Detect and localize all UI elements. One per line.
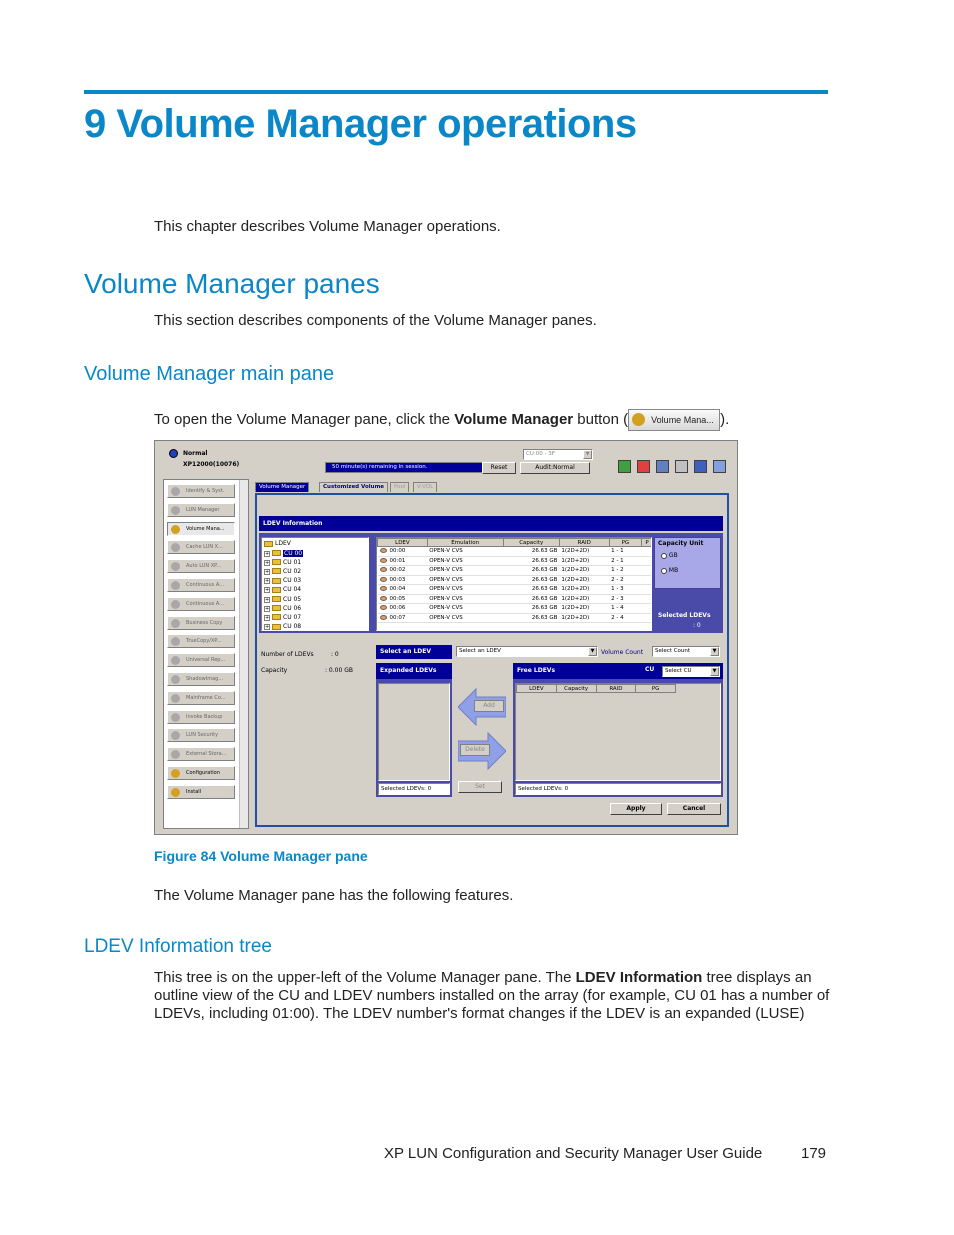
column-header[interactable]: Emulation: [427, 539, 503, 547]
sidebar-item[interactable]: [167, 766, 235, 780]
sidebar-item-icon: [171, 619, 180, 628]
free-ldevs-list[interactable]: [515, 683, 721, 781]
table-cell: 1(2D+2D): [559, 604, 609, 614]
sidebar-item[interactable]: [167, 747, 235, 761]
tree-item-label: CU 08: [283, 623, 302, 631]
table-cell: 1(2D+2D): [559, 547, 609, 557]
toolbar-icon-2[interactable]: [637, 460, 650, 473]
sidebar-item-label: Cache LUN X...: [186, 544, 223, 551]
array-name: XP12000(10076): [183, 461, 240, 468]
sidebar-item-icon: [171, 581, 180, 590]
expanded-ldevs-list[interactable]: [378, 683, 450, 781]
toolbar-icon-5[interactable]: [694, 460, 707, 473]
capacity-unit-title: Capacity Unit: [658, 540, 704, 547]
sidebar-item-icon: [171, 713, 180, 722]
free-ldevs-header: Free LDEVs: [513, 663, 723, 679]
ldev-id: 00:02: [389, 567, 406, 574]
sidebar-item-label: ShadowImag...: [186, 676, 224, 682]
tab-pool[interactable]: Pool: [390, 482, 409, 492]
sidebar-item-icon: [171, 731, 180, 740]
table-cell: OPEN-V CVS: [427, 547, 503, 557]
num-ldevs-value: : 0: [331, 651, 339, 658]
sidebar-item-icon: [171, 769, 180, 778]
tree-item[interactable]: [264, 604, 301, 614]
table-cell: OPEN-V CVS: [427, 556, 503, 566]
sidebar-item[interactable]: [167, 672, 235, 686]
open-instructions: To open the Volume Manager pane, click the Volume Manager button ( Volume Mana... ).: [154, 409, 729, 431]
capacity-value: : 0.00 GB: [325, 667, 353, 674]
folder-icon: [272, 605, 281, 611]
table-cell: 1 - 2: [609, 566, 641, 576]
table-cell: 1(2D+2D): [559, 566, 609, 576]
expand-icon[interactable]: +: [265, 578, 270, 585]
table-cell: OPEN-V CVS: [427, 604, 503, 614]
tab-bar: [255, 482, 555, 493]
audit-button[interactable]: Audit:Normal: [520, 462, 590, 474]
select-ldev-combo[interactable]: Select an LDEV ▼: [456, 646, 598, 657]
ldev-info-header: LDEV Information: [259, 516, 723, 531]
table-cell: 26.63 GB: [503, 556, 559, 566]
column-header[interactable]: LDEV: [517, 685, 557, 693]
tree-item-label: CU 02: [283, 567, 302, 575]
table-row[interactable]: [378, 556, 653, 566]
table-cell: [378, 613, 428, 623]
tree-root[interactable]: LDEV: [264, 539, 291, 549]
ldev-id: 00:01: [389, 557, 406, 564]
reset-button[interactable]: Reset: [482, 462, 516, 474]
table-cell: OPEN-V CVS: [427, 575, 503, 585]
table-cell: [642, 547, 652, 557]
column-header[interactable]: Capacity: [556, 685, 596, 693]
ldev-id: 00:03: [389, 576, 406, 583]
sidebar-item-icon: [171, 525, 180, 534]
ldev-id: 00:07: [389, 614, 406, 621]
column-header[interactable]: LDEV: [378, 539, 428, 547]
sidebar-item[interactable]: [167, 522, 235, 536]
sidebar-item-icon: [171, 487, 180, 496]
sidebar-item[interactable]: [167, 540, 235, 554]
section-title: Volume Manager panes: [84, 268, 380, 299]
sidebar-item-icon: [171, 637, 180, 646]
sidebar-item-icon: [171, 788, 180, 797]
table-cell: 2 - 3: [609, 594, 641, 604]
intro-text: This chapter describes Volume Manager operations.: [154, 218, 501, 235]
volume-manager-icon: [632, 413, 645, 426]
ldev-table: [377, 538, 652, 623]
table-row[interactable]: [378, 575, 653, 585]
table-row[interactable]: [378, 585, 653, 595]
expand-icon[interactable]: +: [265, 550, 270, 557]
sidebar-item[interactable]: [167, 597, 235, 611]
sidebar-item-icon: [171, 562, 180, 571]
features-text: The Volume Manager pane has the following features.: [154, 887, 514, 904]
tree-item-label: CU 07: [283, 613, 302, 621]
tree-item[interactable]: [264, 576, 301, 586]
selected-left: Selected LDEVs: 0: [378, 783, 450, 795]
figure-caption: Figure 84 Volume Manager pane: [154, 848, 368, 864]
selected-right: Selected LDEVs: 0: [515, 783, 721, 795]
tree-item[interactable]: [264, 567, 301, 577]
tree-item[interactable]: [264, 595, 301, 605]
session-banner: 50 minute(s) remaining in session.: [325, 462, 485, 473]
footer-guide: XP LUN Configuration and Security Manager User Guide: [384, 1145, 763, 1162]
tree-item-label: CU 06: [283, 604, 302, 612]
table-cell: 1(2D+2D): [559, 575, 609, 585]
radio-gb[interactable]: GB: [661, 552, 678, 559]
sidebar-item[interactable]: [167, 616, 235, 630]
table-cell: 26.63 GB: [503, 566, 559, 576]
tree-item-label: CU 03: [283, 577, 302, 585]
table-cell: 1 - 1: [609, 547, 641, 557]
sidebar-item[interactable]: [167, 691, 235, 705]
tab-customized-volume[interactable]: Customized Volume: [319, 482, 388, 492]
sidebar-item-icon: [171, 543, 180, 552]
table-cell: [642, 613, 652, 623]
expand-icon[interactable]: +: [265, 605, 270, 612]
ldev-disk-icon: [380, 567, 387, 572]
delete-button[interactable]: [458, 731, 506, 771]
sidebar-item-icon: [171, 506, 180, 515]
ldev-id: 00:06: [389, 605, 406, 612]
expand-icon[interactable]: +: [265, 614, 270, 621]
sidebar-item-label: Volume Mana...: [186, 525, 225, 532]
ldev-disk-icon: [380, 596, 387, 601]
status-text: Normal: [183, 450, 208, 457]
table-row[interactable]: [378, 566, 653, 576]
ldev-tree: [261, 537, 369, 631]
sidebar-item-label: Business Copy: [186, 619, 223, 626]
sidebar-item-label: LUN Security: [186, 732, 219, 739]
sidebar-item-icon: [171, 694, 180, 703]
table-row[interactable]: [378, 604, 653, 614]
status-icon: [169, 449, 178, 458]
sidebar-item-label: Auto LUN XP...: [186, 563, 222, 570]
ldev-id: 00:04: [389, 586, 406, 593]
tree-item-label: CU 01: [283, 558, 302, 566]
table-cell: [378, 594, 428, 604]
tree-item-label: CU 00: [284, 549, 303, 557]
column-header[interactable]: PG: [636, 685, 676, 693]
cu-label: CU: [645, 666, 655, 673]
tree-description: This tree is on the upper-left of the Volume Manager pane. The LDEV Information tree displays an outline view of the CU and LDEV numbers installed on the array (for example, CU 01 has a number of LDEVs, including 01:00). The LDEV number's format changes if the LDEV is an expanded (LUSE): [154, 969, 830, 1022]
column-header[interactable]: RAID: [559, 539, 609, 547]
volume-manager-screenshot: [154, 440, 738, 835]
apply-button[interactable]: Apply: [610, 803, 662, 815]
table-row[interactable]: [378, 594, 653, 604]
table-cell: OPEN-V CVS: [427, 594, 503, 604]
ldev-disk-icon: [380, 577, 387, 582]
cu-select-combo[interactable]: Select CU ▼: [662, 666, 720, 677]
expand-icon[interactable]: +: [265, 596, 270, 603]
table-cell: 1(2D+2D): [559, 585, 609, 595]
sidebar-item-label: Mainframe Co...: [186, 694, 226, 701]
sidebar-item[interactable]: [167, 484, 235, 498]
folder-icon: [272, 614, 281, 620]
selected-ldevs-label: Selected LDEVs: [658, 612, 711, 619]
expand-icon[interactable]: +: [265, 568, 270, 575]
tab-volume-manager[interactable]: Volume Manager: [255, 482, 309, 492]
sidebar-item[interactable]: [167, 578, 235, 592]
expanded-ldevs-header: Expanded LDEVs: [376, 663, 452, 679]
sidebar-item[interactable]: [167, 559, 235, 573]
table-cell: 26.63 GB: [503, 594, 559, 604]
table-cell: [642, 575, 652, 585]
sidebar-scrollbar[interactable]: [239, 480, 248, 828]
selected-ldevs-value: : 0: [693, 622, 701, 629]
set-button[interactable]: Set: [458, 781, 502, 793]
table-cell: OPEN-V CVS: [427, 566, 503, 576]
ldev-disk-icon: [380, 586, 387, 591]
table-cell: 26.63 GB: [503, 613, 559, 623]
expand-icon[interactable]: +: [265, 587, 270, 594]
section-text: This section describes components of the Volume Manager panes.: [154, 312, 597, 329]
table-cell: [378, 575, 428, 585]
expand-icon[interactable]: +: [265, 559, 270, 566]
folder-icon: [272, 578, 281, 584]
page-number: 179: [801, 1145, 827, 1162]
sidebar-item[interactable]: [167, 653, 235, 667]
subsection-main-title: Volume Manager main pane: [84, 363, 335, 385]
table-cell: 2 - 4: [609, 613, 641, 623]
toolbar-icon-4[interactable]: [675, 460, 688, 473]
column-header[interactable]: PG: [609, 539, 641, 547]
chapter-rule: [84, 90, 828, 94]
volume-count-combo[interactable]: Select Count ▼: [652, 646, 720, 657]
table-cell: [642, 594, 652, 604]
folder-icon: [272, 559, 281, 565]
toolbar-icon-3[interactable]: [656, 460, 669, 473]
tree-item[interactable]: [264, 549, 303, 559]
table-cell: [378, 604, 428, 614]
column-header[interactable]: P: [642, 539, 652, 547]
folder-icon: [272, 624, 281, 630]
cu-range-combo[interactable]: CU:00 - 3F ▼: [523, 449, 593, 460]
sidebar-item[interactable]: [167, 634, 235, 648]
delete-label: Delete: [460, 744, 490, 756]
table-cell: 2 - 1: [609, 556, 641, 566]
sidebar-item-label: Universal Rep...: [186, 657, 226, 664]
ldev-table-panel: [376, 537, 652, 631]
ldev-disk-icon: [380, 605, 387, 610]
table-cell: 26.63 GB: [503, 585, 559, 595]
capacity-unit-box: [654, 537, 721, 589]
volume-manager-inline-button: Volume Mana...: [628, 409, 720, 431]
sidebar-item-label: Invoke Backup: [186, 713, 223, 720]
table-cell: 26.63 GB: [503, 604, 559, 614]
ldev-id: 00:00: [389, 548, 406, 555]
ldev-id: 00:05: [389, 595, 406, 602]
sidebar-item-label: Identify & Syst.: [186, 488, 225, 494]
table-cell: [642, 604, 652, 614]
expand-icon[interactable]: +: [265, 624, 270, 631]
select-ldev-label: Select an LDEV: [376, 645, 452, 659]
table-cell: 1 - 3: [609, 585, 641, 595]
table-cell: 2 - 2: [609, 575, 641, 585]
table-cell: [378, 556, 428, 566]
folder-icon: [272, 596, 281, 602]
table-cell: [378, 585, 428, 595]
table-cell: 26.63 GB: [503, 547, 559, 557]
sidebar-item-icon: [171, 675, 180, 684]
tree-item[interactable]: [264, 558, 301, 568]
table-cell: [642, 556, 652, 566]
ldev-disk-icon: [380, 615, 387, 620]
tree-item-label: CU 05: [283, 595, 302, 603]
table-cell: 26.63 GB: [503, 575, 559, 585]
add-button[interactable]: [458, 687, 506, 727]
num-ldevs-label: Number of LDEVs: [261, 651, 314, 658]
sidebar-item-label: Continuous A...: [186, 582, 224, 588]
toolbar-icon-1[interactable]: [618, 460, 631, 473]
chapter-title: 9 Volume Manager operations: [84, 102, 637, 146]
sidebar-item-icon: [171, 600, 180, 609]
sidebar-item-label: External Stora...: [186, 751, 227, 758]
capacity-label: Capacity: [261, 667, 288, 674]
ldev-disk-icon: [380, 558, 387, 563]
tab-v-vol[interactable]: V-VOL: [413, 482, 437, 492]
table-cell: 1(2D+2D): [559, 594, 609, 604]
tree-item[interactable]: [264, 622, 301, 632]
folder-icon: [272, 550, 281, 556]
table-cell: OPEN-V CVS: [427, 613, 503, 623]
table-row[interactable]: [378, 613, 653, 623]
subsection-tree-title: LDEV Information tree: [84, 936, 272, 957]
table-cell: [642, 566, 652, 576]
sidebar-item-label: Continuous A...: [186, 600, 224, 607]
tree-item-label: CU 04: [283, 586, 302, 594]
column-header[interactable]: Capacity: [503, 539, 559, 547]
folder-icon: [272, 587, 281, 593]
sidebar-item-label: Configuration: [186, 770, 220, 776]
sidebar-item[interactable]: [167, 503, 235, 517]
folder-icon: [264, 541, 273, 547]
toolbar-icon-6[interactable]: [713, 460, 726, 473]
free-ldevs-table: [516, 684, 676, 693]
sidebar-item-label: TrueCopy/XP...: [186, 638, 222, 645]
volume-count-label: Volume Count: [601, 649, 644, 656]
column-header[interactable]: RAID: [596, 685, 636, 693]
ldev-disk-icon: [380, 548, 387, 553]
sidebar-item[interactable]: [167, 728, 235, 742]
sidebar-item[interactable]: [167, 785, 235, 799]
sidebar-item-label: LUN Manager: [186, 506, 220, 513]
table-cell: 1(2D+2D): [559, 556, 609, 566]
table-cell: [378, 547, 428, 557]
sidebar-item-icon: [171, 656, 180, 665]
sidebar-item-icon: [171, 750, 180, 759]
sidebar-item[interactable]: [167, 710, 235, 724]
cancel-button[interactable]: Cancel: [667, 803, 721, 815]
table-cell: OPEN-V CVS: [427, 585, 503, 595]
tree-item[interactable]: [264, 613, 301, 623]
table-row[interactable]: [378, 547, 653, 557]
sidebar-item-label: Install: [186, 788, 202, 795]
table-cell: 1(2D+2D): [559, 613, 609, 623]
folder-icon: [272, 568, 281, 574]
radio-mb[interactable]: MB: [661, 567, 678, 574]
table-cell: [642, 585, 652, 595]
add-label: Add: [474, 700, 504, 712]
tree-item[interactable]: [264, 585, 301, 595]
table-cell: [378, 566, 428, 576]
table-cell: 1 - 4: [609, 604, 641, 614]
